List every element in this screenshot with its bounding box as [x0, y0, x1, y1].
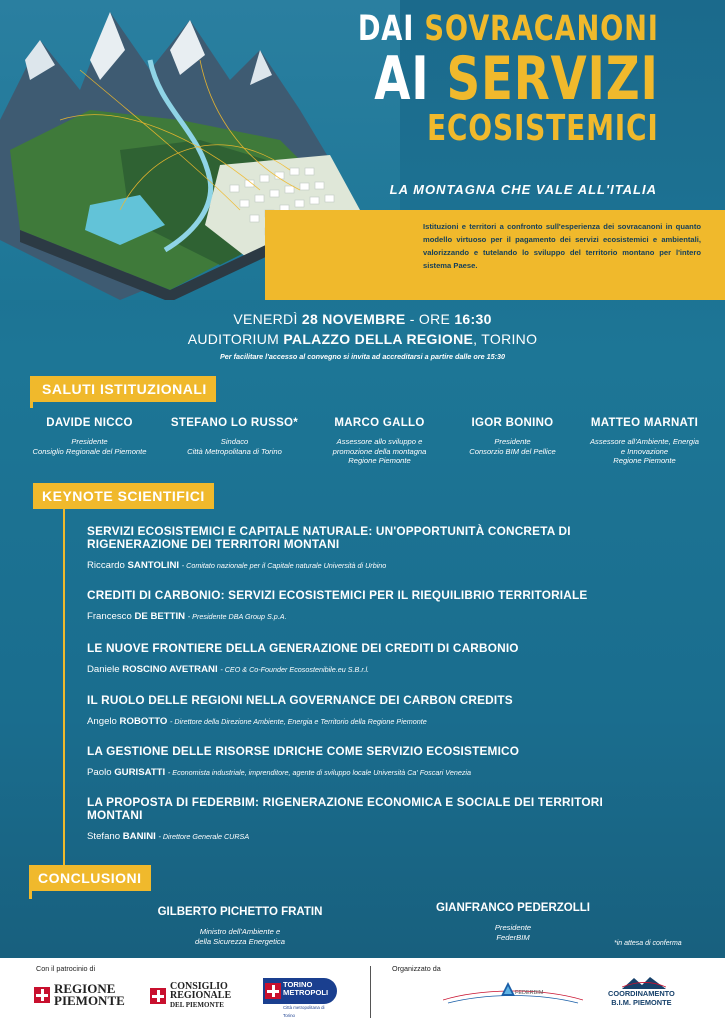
intro-band: [265, 210, 725, 300]
federbim-text: FEDERBIM: [515, 990, 544, 996]
speaker-role: Sindaco: [220, 437, 249, 446]
logo-text: DEL PIEMONTE: [170, 1001, 224, 1009]
keynote-4: [87, 694, 647, 727]
speaker-role: Assessore allo sviluppo e: [336, 437, 423, 446]
event-note: Per facilitare l'accesso al convegno si invita ad accreditarsi a partire dalle ore 15:30: [220, 352, 505, 361]
keynote-title: LA PROPOSTA DI FEDERBIM: RIGENERAZIONE ECONOMICA E SOCIALE DEI TERRITORI MONTANI: [87, 795, 604, 822]
conclusion-pichetto: [130, 906, 350, 946]
speaker-role: Presidente: [494, 437, 531, 446]
speaker-role: Regione Piemonte: [613, 456, 676, 465]
logo-federbim: [443, 978, 583, 1008]
keynote-3: [87, 642, 647, 675]
event-time-label: - ORE: [409, 311, 451, 327]
piemonte-flag-icon: [34, 987, 50, 1003]
piemonte-flag-icon: [150, 988, 166, 1004]
footer-divider: [370, 966, 371, 1018]
keynote-first: Riccardo: [87, 560, 125, 571]
keynote-5: [87, 745, 647, 778]
keynote-1: [87, 525, 647, 571]
keynote-last: BANINI: [122, 831, 156, 842]
speaker-bonino: [440, 417, 585, 456]
conclusion-pederzolli: [418, 902, 608, 942]
keynote-first: Angelo: [87, 716, 117, 727]
keynote-role: - Direttore della Direzione Ambiente, Energia e Territorio della Regione Piemonte: [170, 717, 427, 726]
logo-coordinamento-bim: [608, 990, 675, 1007]
intro-text: Istituzioni e territori a confronto sull'esperienza dei sovracanoni in quanto modello virtuoso per il pagamento dei servizi ecosistemici e ambientali, valorizzando e tutelando lo sviluppo del territorio montano per l'intero sistema Paese.: [423, 222, 701, 270]
speaker-nicco: [17, 417, 162, 456]
keynote-first: Paolo: [87, 767, 112, 778]
title-dai: DAI: [358, 9, 415, 49]
speaker-gallo: [307, 417, 452, 466]
speaker-name: IGOR BONINO: [471, 417, 554, 429]
speaker-role: Consiglio Regionale del Piemonte: [32, 446, 147, 456]
keynote-vertical-line: [63, 509, 65, 865]
keynote-last: SANTOLINI: [127, 560, 180, 571]
conclusion-name: GIANFRANCO PEDERZOLLI: [436, 902, 590, 914]
keynote-6: [87, 796, 647, 842]
organized-label: Organizzato da: [392, 964, 441, 973]
keynote-role: - Direttore Generale CURSA: [158, 832, 250, 841]
conclusion-role: Ministro dell'Ambiente e: [199, 927, 281, 936]
keynote-role: - Economista industriale, imprenditore, agente di sviluppo locale Università Ca' Foscari Venezia: [167, 768, 472, 777]
conclusion-role: FederBIM: [496, 932, 530, 942]
speaker-name: MARCO GALLO: [334, 417, 425, 429]
speaker-role: promozione della montagna: [332, 446, 427, 456]
speaker-name: STEFANO LO RUSSO*: [170, 417, 299, 429]
coord-bim-mountains-icon: [622, 975, 666, 989]
logo-text: REGIONALE: [170, 990, 232, 1001]
title-servizi: SERVIZI: [446, 44, 659, 114]
logo-text: Città metropolitana di Torino: [283, 1005, 325, 1018]
logo-text: COORDINAMENTO: [608, 989, 675, 998]
venue-pre: AUDITORIUM: [187, 331, 280, 347]
event-time: 16:30: [454, 311, 492, 327]
speaker-role: Regione Piemonte: [348, 456, 411, 465]
speaker-role: Assessore all'Ambiente, Energia: [589, 437, 700, 446]
section-conclusions: CONCLUSIONI: [29, 865, 151, 891]
section-accent-line: [29, 891, 32, 899]
keynote-title: LA GESTIONE DELLE RISORSE IDRICHE COME SERVIZIO ECOSISTEMICO: [87, 744, 520, 758]
speaker-role: Consorzio BIM del Pellice: [469, 446, 556, 456]
event-date: [0, 311, 725, 327]
logo-text: METROPOLI: [283, 988, 329, 997]
event-day: VENERDÌ: [233, 311, 298, 327]
main-title: [358, 9, 659, 149]
section-keynotes: KEYNOTE SCIENTIFICI: [33, 483, 214, 509]
subtitle: LA MONTAGNA CHE VALE ALL'ITALIA: [389, 182, 657, 197]
speaker-name: DAVIDE NICCO: [46, 417, 133, 429]
speaker-role: Presidente: [71, 437, 108, 446]
keynote-role: - CEO & Co-Founder Ecosostenibile.eu S.B.r.l.: [220, 665, 370, 674]
conclusion-role: della Sicurezza Energetica: [195, 936, 285, 946]
patronage-label: Con il patrocinio di: [36, 964, 96, 973]
confirmation-note: *in attesa di conferma: [614, 940, 682, 947]
keynote-role: - Presidente DBA Group S.p.A.: [187, 612, 287, 621]
keynote-2: [87, 589, 647, 622]
keynote-first: Daniele: [87, 664, 120, 675]
keynote-first: Stefano: [87, 831, 121, 842]
keynote-last: ROSCINO AVETRANI: [122, 664, 218, 675]
venue-name: PALAZZO DELLA REGIONE: [283, 331, 474, 347]
title-ecosistemici: ECOSISTEMICI: [427, 108, 659, 149]
conclusion-name: GILBERTO PICHETTO FRATIN: [157, 906, 323, 918]
title-ai: AI: [374, 44, 430, 114]
logo-text: REGIONE: [54, 981, 116, 996]
title-sovracanoni: SOVRACANONI: [424, 9, 659, 49]
speaker-name: MATTEO MARNATI: [590, 417, 699, 429]
speaker-role: Città Metropolitana di Torino: [187, 446, 282, 456]
event-venue: [0, 331, 725, 347]
speaker-lo-russo: [162, 417, 307, 456]
logo-text: PIEMONTE: [54, 993, 125, 1008]
venue-city: , TORINO: [473, 331, 538, 347]
keynote-last: GURISATTI: [114, 767, 166, 778]
keynote-last: DE BETTIN: [134, 611, 186, 622]
event-date-value: 28 NOVEMBRE: [301, 311, 406, 327]
keynote-title: SERVIZI ECOSISTEMICI E CAPITALE NATURALE: UN'OPPORTUNITÀ CONCRETA DI RIGENERAZIONE DEI TERRITORI MONTANI: [87, 524, 571, 551]
logo-text: B.I.M. PIEMONTE: [611, 997, 672, 1007]
logo-regione-piemonte: [34, 983, 125, 1007]
keynote-title: LE NUOVE FRONTIERE DELLA GENERAZIONE DEI CREDITI DI CARBONIO: [87, 641, 519, 655]
logo-text: TORINO: [283, 980, 313, 989]
torino-flag-icon: [265, 983, 281, 999]
keynote-title: CREDITI DI CARBONIO: SERVIZI ECOSISTEMICI PER IL RIEQUILIBRIO TERRITORIALE: [87, 588, 588, 602]
logo-text: CONSIGLIO: [170, 981, 228, 992]
keynote-role: - Comitato nazionale per il Capitale naturale Università di Urbino: [181, 561, 387, 570]
keynote-last: ROBOTTO: [119, 716, 168, 727]
speaker-marnati: [572, 417, 717, 466]
keynote-first: Francesco: [87, 611, 132, 622]
conclusion-role: Presidente: [494, 923, 532, 932]
speaker-role: e Innovazione: [620, 446, 669, 456]
keynote-title: IL RUOLO DELLE REGIONI NELLA GOVERNANCE DEI CARBON CREDITS: [87, 693, 513, 707]
logo-consiglio-regionale: [150, 982, 231, 1010]
section-greetings: SALUTI ISTITUZIONALI: [33, 376, 216, 402]
